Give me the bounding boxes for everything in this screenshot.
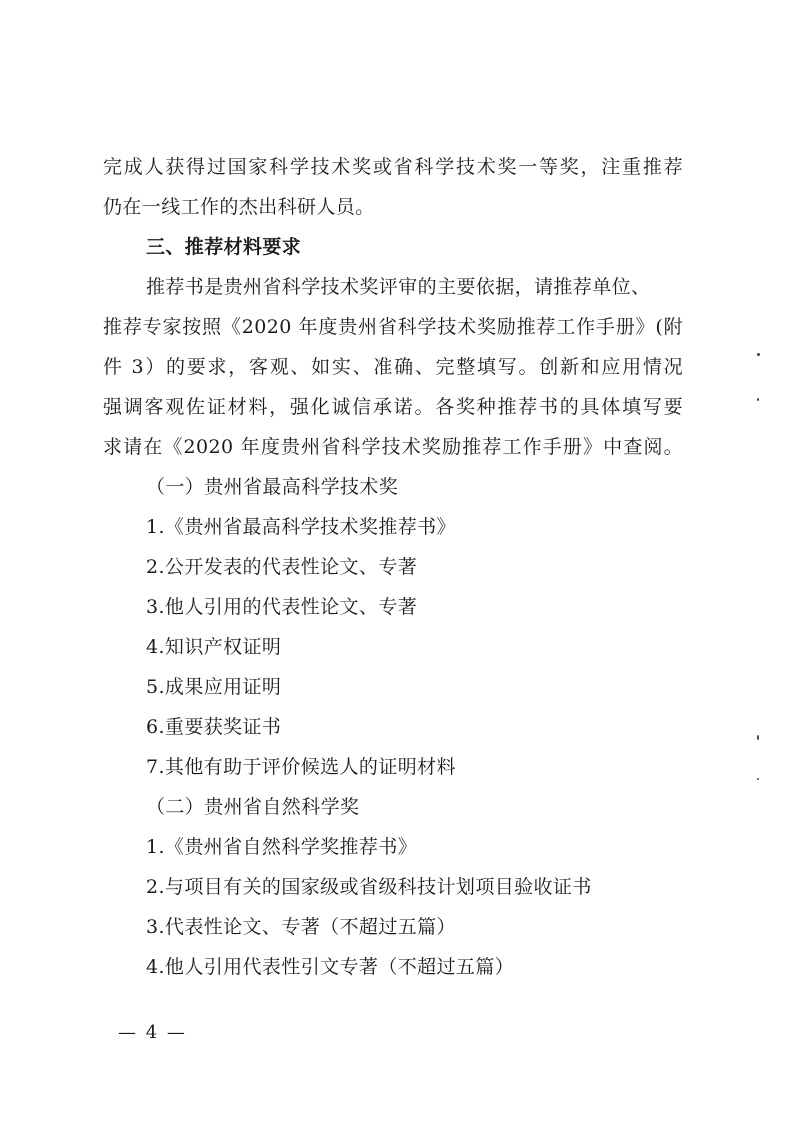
list-item: 2.公开发表的代表性论文、专著 bbox=[146, 556, 418, 578]
body-paragraph-line: 完成人获得过国家科学技术奖或省科学技术奖一等奖，注重推荐 bbox=[103, 156, 683, 178]
scan-speck bbox=[757, 353, 760, 356]
subsection-heading: （二）贵州省自然科学奖 bbox=[146, 796, 360, 818]
body-paragraph-line: 件 3）的要求，客观、如实、准确、完整填写。创新和应用情况 bbox=[103, 356, 683, 378]
scan-speck bbox=[757, 778, 759, 780]
list-item: 1.《贵州省最高科学技术奖推荐书》 bbox=[146, 516, 456, 538]
scan-speck bbox=[757, 398, 759, 401]
body-paragraph-line: 强调客观佐证材料，强化诚信承诺。各奖种推荐书的具体填写要 bbox=[103, 396, 683, 418]
body-paragraph-line: 推荐专家按照《2020 年度贵州省科学技术奖励推荐工作手册》(附 bbox=[103, 316, 683, 338]
list-item: 3.代表性论文、专著（不超过五篇） bbox=[146, 916, 456, 938]
scan-speck bbox=[757, 735, 759, 740]
list-item: 7.其他有助于评价候选人的证明材料 bbox=[146, 756, 456, 778]
list-item: 3.他人引用的代表性论文、专著 bbox=[146, 596, 418, 618]
section-heading: 三、推荐材料要求 bbox=[146, 236, 302, 258]
page-number: — 4 — bbox=[118, 1022, 187, 1043]
list-item: 1.《贵州省自然科学奖推荐书》 bbox=[146, 836, 418, 858]
list-item: 6.重要获奖证书 bbox=[146, 716, 282, 738]
body-paragraph-line: 仍在一线工作的杰出科研人员。 bbox=[103, 196, 375, 218]
subsection-heading: （一）贵州省最高科学技术奖 bbox=[146, 476, 399, 498]
list-item: 4.知识产权证明 bbox=[146, 636, 282, 658]
body-paragraph-line: 求请在《2020 年度贵州省科学技术奖励推荐工作手册》中查阅。 bbox=[103, 436, 683, 458]
list-item: 5.成果应用证明 bbox=[146, 676, 282, 698]
list-item: 4.他人引用代表性引文专著（不超过五篇） bbox=[146, 956, 515, 978]
list-item: 2.与项目有关的国家级或省级科技计划项目验收证书 bbox=[146, 876, 592, 898]
body-paragraph-line: 推荐书是贵州省科学技术奖评审的主要依据，请推荐单位、 bbox=[146, 276, 651, 298]
